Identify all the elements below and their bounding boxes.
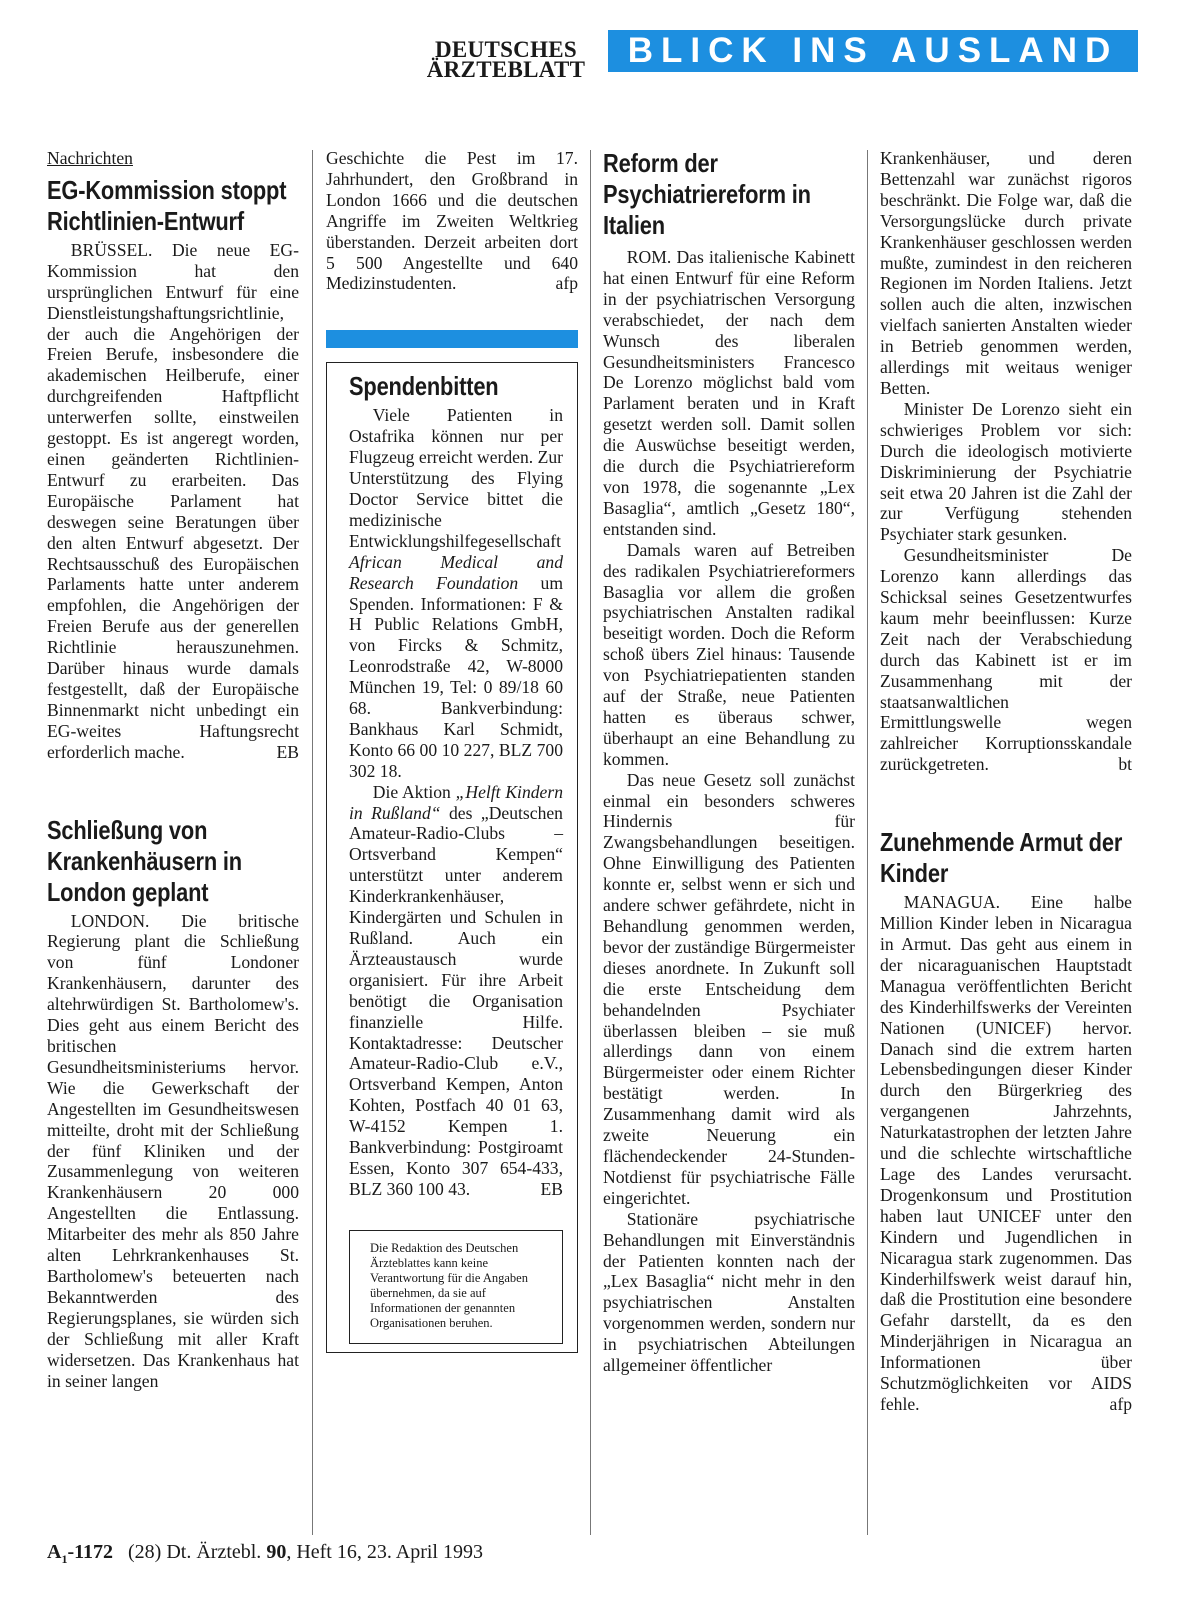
box-paragraph-russland: Die Aktion „Helft Kindern in Rußland“ des „Deutschen Amateur-Radio-Clubs – Ortsverband Kempen“ unterstützt unter anderem Kinderkrankenhäuser, Kindergärten und Schulen in Rußland. Auch ein Ärzteaustausch wurde organisiert. Für ihre Arbeit benötigt die Organisation finanzielle Hilfe. Kontaktadresse: Deutscher Amateur-Radio-Club e.V., Ortsverband Kempen, Anton Kohten, Postfach 40 01 63, W-4152 Kempen 1. Bankverbindung: Postgiroamt Essen, Konto 307 654-433, BLZ 360 100 43. EB — [349, 781, 563, 1199]
article-body-eg-kommission: BRÜSSEL. Die neue EG-Kommission hat den ursprünglichen Entwurf für eine Dienstleistungshaftungsrichtlinie, der auch die Angehörigen der Freien Berufe, insbesondere die akademischen Heilberufe, einer durchgreifenden Haftpflicht unterwerfen sollte, einstweilen gestoppt. Es ist angeregt worden, einen geänderten Richtlinien-Entwurf zu erarbeiten. Das Europäische Parlament hat deswegen seine Beratungen über den alten Entwurf abgesetzt. Der Rechtsausschuß des Europäischen Parlaments hatte unter anderem empfohlen, die Angehörigen der Freien Berufe aus der generellen Richtlinie herauszunehmen. Darüber hinaus wurde damals festgestellt, daß der Europäische Binnenmarkt nicht unbedingt ein EG-weites Haftungsrecht erforderlich mache. EB — [47, 239, 299, 762]
publication-name-line2: ÄRZTEBLATT — [426, 57, 586, 82]
article-signature: bt — [1118, 754, 1132, 775]
article-body-london-continued: Geschichte die Pest im 17. Jahrhundert, den Großbrand in London 1666 und die deutschen Angriffe im Zweiten Weltkrieg überstanden. Derzeit arbeiten dort 5 500 Angestellte und 640 Medizinstudenten. afp — [326, 148, 578, 294]
paragraph: Gesundheitsminister De Lorenzo kann allerdings das Schicksal seines Gesetzentwurfes kaum mehr beeinflussen: Kurze Zeit nach der Verabschiedung durch das Kabinett ist er im Zusammenhang mit der staatsanwaltlichen Ermittlungswelle wegen zahlreicher Korruptionsskandale zurückgetreten. bt — [880, 545, 1132, 775]
column-1 — [47, 148, 299, 1538]
paragraph: Damals waren auf Betreiben des radikalen Psychiatriereformers Basaglia vor allem die großen psychiatrischen Anstalten radikal beseitigt worden. Doch die Reform schoß übers Ziel hinaus: Tausende von Psychiatriepatienten standen auf der Straße, neue Patienten hatten es überaus schwer, überhaupt an eine Behandlung zu kommen. — [603, 539, 855, 769]
box-paragraph-flying-doctor: Viele Patienten in Ostafrika können nur per Flugzeug erreicht werden. Zur Unterstützung des Flying Doctor Service bittet die medizinische Entwicklungshilfegesellschaft African Medical and Research Foundation um Spenden. Informationen: F & H Public Relations GmbH, von Fircks & Schmitz, Leonrodstraße 42, W-8000 München 19, Tel: 0 89/18 60 68. Bankverbindung: Bankhaus Karl Schmidt, Konto 66 00 10 227, BLZ 700 302 18. — [349, 405, 563, 781]
paragraph: Minister De Lorenzo sieht ein schwieriges Problem vor sich: Durch die ideologisch motivierte Diskriminierung der Psychiatrie seit etwa 20 Jahren ist die Zahl der zur Verfügung stehenden Psychiater stark gesunken. — [880, 398, 1132, 545]
column-rule — [867, 150, 868, 1535]
article-body-armut: MANAGUA. Eine halbe Million Kinder leben in Nicaragua in Armut. Das geht aus einem in der nicaraguanischen Hauptstadt Managua veröffentlichten Bericht des Kinderhilfswerks der Vereinten Nationen (UNICEF) hervor. Danach sind die extrem harten Lebensbedingungen dieser Kinder durch den Bürgerkrieg des vergangenen Jahrzehnts, Naturkatastrophen der letzten Jahre und die schlechte wirtschaftliche Lage des Landes verursacht. Drogenkonsum und Prostitution haben laut UNICEF unter den Kindern und Jugendlichen in Nicaragua stark zugenommen. Das Kinderhilfswerk weist darauf hin, daß die Prostitution eine besondere Gefahr darstellt, da es den Minderjährigen in Nicaragua an Informationen über Schutzmöglichkeiten vor AIDS fehle. afp — [880, 892, 1132, 1414]
article-headline-eg-kommission: EG-Kommission stoppt Richtlinien-Entwurf — [47, 174, 287, 236]
article-separator — [47, 763, 299, 815]
paragraph: ROM. Das italienische Kabinett hat einen Entwurf für eine Reform in der psychiatrischen Versorgung verabschiedet, der nach dem Wunsch des liberalen Gesundheitsministers Francesco De Lorenzo möglichst bald vom Parlament beraten und in Kraft gesetzt werden soll. Damit sollen die Auswüchse beseitigt werden, die durch die Psychiatriereform von 1978, die sogenannte „Lex Basaglia“, amtlich „Gesetz 180“, entstanden sind. — [603, 247, 855, 539]
article-signature: afp — [1109, 1393, 1132, 1414]
campaign-title: „Helft Kindern in Rußland“ — [349, 781, 563, 823]
citation: (28) Dt. Ärztebl. 90, Heft 16, 23. April 1993 — [128, 1541, 483, 1563]
paragraph: Stationäre psychiatrische Behandlungen mit Einverständnis der Patienten konnten nach der „Lex Basaglia“ nicht mehr in den psychiatrischen Anstalten vorgenommen werden, sondern nur in psychiatrischen Abteilungen allgemeiner öffentlicher — [603, 1208, 855, 1376]
box-headline: Spendenbitten — [349, 371, 499, 402]
publication-name — [422, 37, 590, 82]
paragraph: Das neue Gesetz soll zunächst einmal ein besonders schweres Hindernis für Zwangsbehandlungen beseitigen. Ohne Einwilligung des Patienten konnte er, selbst wenn er sich und andere schwer gefährdete, nicht in Behandlung genommen werden, bevor der zuständige Bürgermeister dieses anordnete. In Zukunft soll die erste Entscheidung dem behandelnden Psychiater überlassen bleiben – sie muß allerdings dann von einem Bürgermeister oder einem Richter bestätigt werden. In Zusammenhang damit wird als zweite Neuerung ein flächendeckender 24-Stunden-Notdienst für psychiatrische Fälle eingerichtet. — [603, 769, 855, 1208]
article-signature: afp — [555, 273, 578, 294]
editorial-disclaimer: Die Redaktion des Deutschen Ärzteblattes kann keine Verantwortung für die Angaben übernehmen, da sie auf Informationen der genannten Organisationen beruhen. — [349, 1230, 563, 1344]
article-body-psychiatrie — [603, 247, 855, 1376]
section-kicker: Nachrichten — [47, 148, 133, 168]
column-rule — [312, 150, 313, 1535]
organisation-name: African Medical and Research Foundation — [349, 551, 563, 593]
column-3 — [603, 148, 855, 1538]
article-body-london: LONDON. Die britische Regierung plant die Schließung von fünf Londoner Krankenhäusern, darunter des altehrwürdigen St. Bartholomew's. Dies geht aus einem Bericht des britischen Gesundheitsministeriums hervor. Wie die Gewerkschaft der Angestellten im Gesundheitswesen mitteilte, droht mit der Schließung der fünf Kliniken und der Zusammenlegung von weiteren Krankenhäusern 20 000 Angestellten die Entlassung. Mitarbeiter des mehr als 850 Jahre alten Lehrkrankenhauses St. Bartholomew's beteuerten nach Bekanntwerden des Regierungsplanes, sie würden sich der Schließung mit aller Kraft widersetzen. Das Krankenhaus hat in seiner langen — [47, 910, 299, 1391]
column-2 — [326, 148, 578, 1538]
section-banner: BLICK INS AUSLAND — [608, 30, 1138, 72]
page-number: $A_1-1172$ — [47, 1541, 114, 1566]
box-signature: EB — [540, 1178, 563, 1199]
paragraph: Krankenhäuser, und deren Bettenzahl war zunächst rigoros beschränkt. Die Folge war, daß die Versorgungslücke durch private Krankenhäuser geschlossen werden mußte, zumindest in den reicheren Regionen im Norden Italiens. Jetzt sollen auch die alten, inzwischen vielfach sanierten Anstalten wieder in Betrieb genommen werden, allerdings mit weitaus weniger Betten. — [880, 148, 1132, 398]
article-headline-london: Schließung von Krankenhäusern in London geplant — [47, 814, 242, 907]
publication-name-line1: DEUTSCHES — [434, 37, 578, 62]
column-4 — [880, 148, 1132, 1538]
article-signature: EB — [276, 741, 299, 762]
page-footer — [47, 1541, 483, 1567]
spendenbitten-box — [326, 362, 578, 1352]
article-headline-armut: Zunehmende Armut der Kinder — [880, 827, 1123, 889]
column-rule — [590, 150, 591, 1535]
decorative-blue-bar — [326, 330, 578, 348]
article-headline-psychiatrie: Reform der Psychiatriereform in Italien — [603, 148, 811, 240]
article-separator — [880, 775, 1132, 827]
